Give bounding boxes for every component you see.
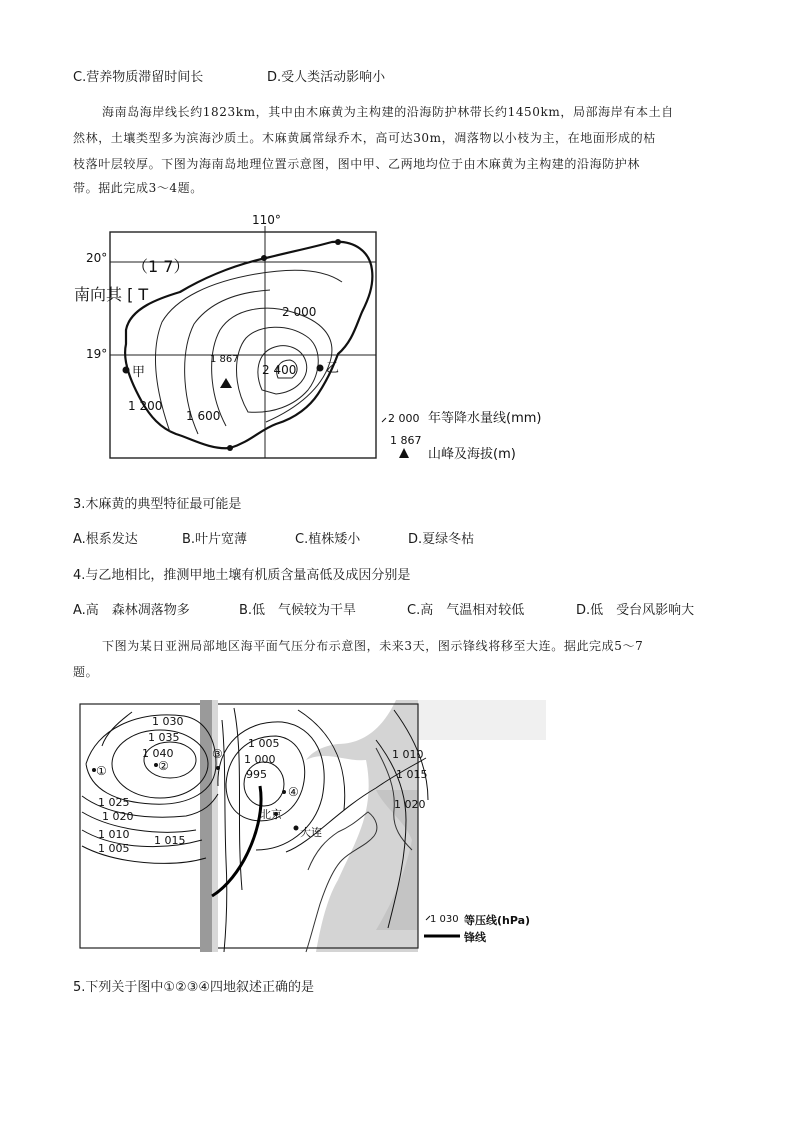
isobar-label-13: 1 015 xyxy=(396,768,428,781)
q5-stem: 5.下列关于图中①②③④四地叙述正确的是 xyxy=(73,980,315,995)
isohyet-label-1600: 1 600 xyxy=(186,409,221,423)
q4-option-b: B.低 气候较为干旱 xyxy=(239,603,357,618)
label-lat-20: 20° xyxy=(86,251,108,265)
passage1-line4: 带。据此完成3～4题。 xyxy=(73,181,203,195)
city-dalian: 大连 xyxy=(300,826,322,839)
legend-isohyet-text: 年等降水量线(mm) xyxy=(428,411,542,426)
passage1-line2: 然林，土壤类型多为滨海沙质土。木麻黄属常绿乔木，高可达30m，凋落物以小枝为主，在地面形成的枯 xyxy=(73,131,656,145)
label-lat-19: 19° xyxy=(86,347,108,361)
q4-option-d: D.低 受台风影响大 xyxy=(576,603,695,618)
isobar-label-14: 1 020 xyxy=(394,798,426,811)
legend-peak-text: 山峰及海拔(m) xyxy=(428,447,516,462)
isohyet-label-1200: 1 200 xyxy=(128,399,163,413)
isobar-label-11: 995 xyxy=(246,768,267,781)
peak-elevation-label: 1 867 xyxy=(210,354,239,365)
q3-stem: 3.木麻黄的典型特征最可能是 xyxy=(73,497,242,512)
isobar-label-4: 1 025 xyxy=(98,796,130,809)
isohyet-label-2000: 2 000 xyxy=(282,305,317,319)
q3-option-c: C.植株矮小 xyxy=(295,532,361,547)
passage1-line3: 枝落叶层较厚。下图为海南岛地理位置示意图，图中甲、乙两地均位于由木麻黄为主构建的沿海防护林 xyxy=(73,157,641,171)
legend-isobar-text: 等压线(hPa) xyxy=(464,914,531,927)
isobar-label-8: 1 015 xyxy=(154,834,186,847)
city-beijing: 北京 xyxy=(260,808,282,821)
place-yi: 乙 xyxy=(326,361,340,376)
point-3: ③ xyxy=(212,747,223,761)
pressure-map xyxy=(76,700,546,956)
q3-option-a: A.根系发达 xyxy=(73,532,138,547)
q3-option-b: B.叶片宽薄 xyxy=(182,532,248,547)
legend-isohyet-value: 2 000 xyxy=(388,412,420,425)
isobar-label-1: 1 030 xyxy=(152,715,184,728)
q3-option-d: D.夏绿冬枯 xyxy=(408,532,475,547)
isobar-label-10: 1 000 xyxy=(244,753,276,766)
legend-isobar-value: 1 030 xyxy=(430,914,459,925)
point-2: ② xyxy=(158,759,169,773)
passage1-line1: 海南岛海岸线长约1823km，其中由木麻黄为主构建的沿海防护林带长约1450km，局部海岸有本土自 xyxy=(102,105,674,119)
svg-text:（1 7）: （1 7） xyxy=(132,257,190,276)
point-4: ④ xyxy=(288,785,299,799)
passage2-line1: 下图为某日亚洲局部地区海平面气压分布示意图，未来3天，图示锋线将移至大连。据此完成5～7 xyxy=(102,639,644,653)
option-d: D.受人类活动影响小 xyxy=(267,70,386,85)
q4-stem: 4.与乙地相比，推测甲地土壤有机质含量高低及成因分别是 xyxy=(73,568,411,583)
q4-option-a: A.高 森林凋落物多 xyxy=(73,603,190,618)
q4-option-c: C.高 气温相对较低 xyxy=(407,603,525,618)
isobar-label-3: 1 040 xyxy=(142,747,174,760)
isobar-label-2: 1 035 xyxy=(148,731,180,744)
place-jia: 甲 xyxy=(132,365,146,380)
label-lon-110: 110° xyxy=(252,213,281,227)
isobar-label-5: 1 020 xyxy=(102,810,134,823)
passage2-line2: 题。 xyxy=(73,665,99,679)
point-jia-dot xyxy=(123,367,130,374)
legend-front-text: 锋线 xyxy=(464,931,486,944)
legend-peak-icon xyxy=(399,448,409,458)
isobar-label-6: 1 010 xyxy=(98,828,130,841)
isobar-label-12: 1 010 xyxy=(392,748,424,761)
option-c: C.营养物质滞留时间长 xyxy=(73,70,204,85)
point-yi-dot xyxy=(317,365,324,372)
svg-text:南向其 [ T: 南向其 [ T xyxy=(74,285,149,304)
isobar-label-7: 1 005 xyxy=(98,842,130,855)
peak-triangle-icon xyxy=(220,378,232,388)
legend-peak-value: 1 867 xyxy=(390,434,422,447)
hainan-map xyxy=(70,212,550,472)
isobar-label-9: 1 005 xyxy=(248,737,280,750)
point-1: ① xyxy=(96,764,107,778)
isohyet-label-2400: 2 400 xyxy=(262,363,297,377)
